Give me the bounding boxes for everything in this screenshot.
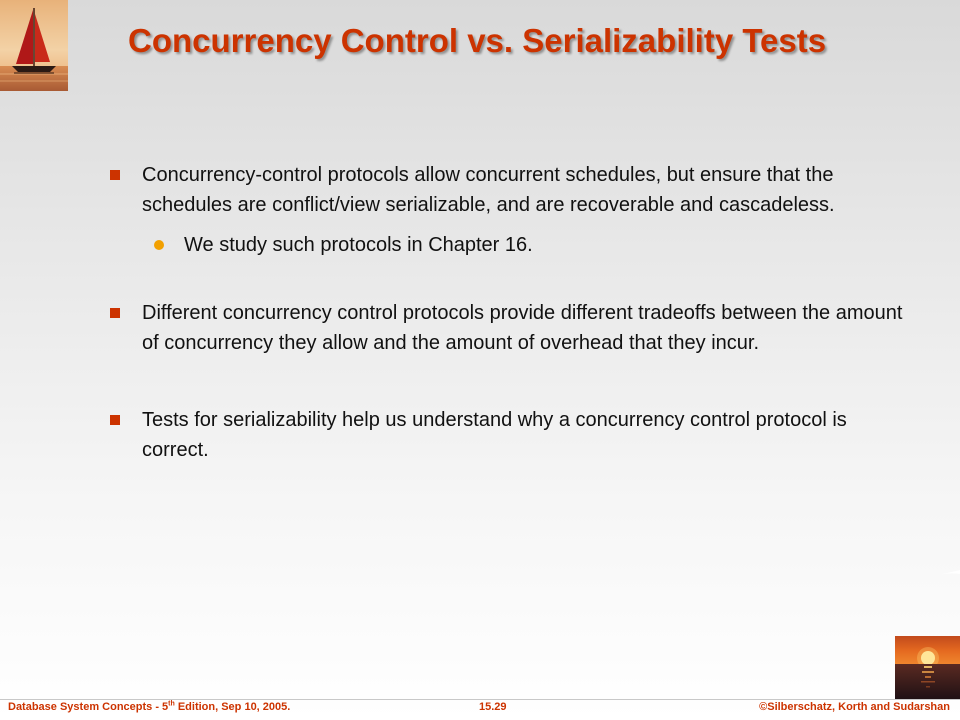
footer-book-prefix: Database System Concepts - 5 bbox=[8, 701, 169, 713]
footer-copyright: ©Silberschatz, Korth and Sudarshan bbox=[759, 701, 950, 713]
bullet-text: Different concurrency control protocols provide different tradeoffs between the amount of concurrency they allow and the amount of overhead that they incur. bbox=[142, 302, 903, 354]
sub-bullet-text: We study such protocols in Chapter 16. bbox=[184, 234, 533, 256]
sub-bullet-item bbox=[108, 230, 908, 260]
square-bullet-icon bbox=[110, 170, 120, 180]
footer-book-suffix: Edition, Sep 10, 2005. bbox=[174, 701, 291, 713]
footer-page-number: 15.29 bbox=[479, 701, 507, 713]
square-bullet-icon bbox=[110, 308, 120, 318]
square-bullet-icon bbox=[110, 415, 120, 425]
footer-book-superscript: th bbox=[168, 700, 175, 708]
bullet-list bbox=[108, 160, 908, 465]
sailboat-sunset-icon bbox=[0, 0, 68, 91]
slide-title: Concurrency Control vs. Serializability Tests bbox=[128, 22, 827, 59]
footer-book-edition bbox=[8, 701, 290, 713]
bullet-text: Concurrency-control protocols allow concurrent schedules, but ensure that the schedules are conflict/view serializable, and are recoverable and cascadeless. bbox=[142, 164, 835, 216]
footer-divider bbox=[0, 699, 960, 700]
bullet-item bbox=[108, 160, 908, 220]
bullet-text: Tests for serializability help us understand why a concurrency control protocol is correct. bbox=[142, 409, 847, 461]
sunset-over-water-icon bbox=[895, 636, 960, 700]
round-bullet-icon bbox=[154, 240, 164, 250]
bullet-item bbox=[108, 298, 908, 358]
decorative-swoosh bbox=[930, 560, 960, 620]
bullet-item bbox=[108, 405, 908, 465]
